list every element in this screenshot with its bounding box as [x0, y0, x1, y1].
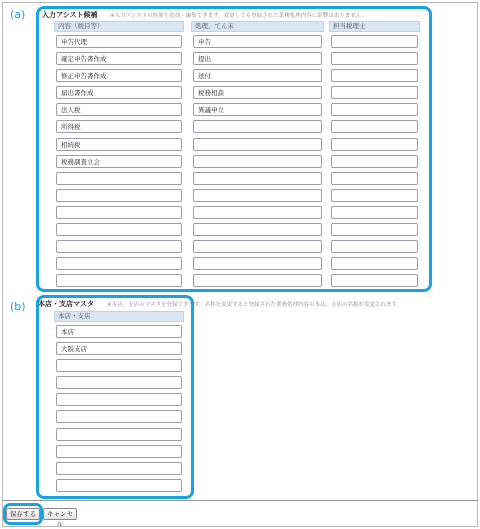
text-field[interactable]	[56, 189, 182, 202]
text-field[interactable]	[56, 257, 182, 270]
text-field[interactable]	[56, 155, 182, 168]
callout-marker-b: (b)	[10, 300, 26, 313]
text-field[interactable]	[56, 428, 182, 441]
text-field[interactable]	[331, 69, 418, 82]
text-field[interactable]	[331, 223, 418, 236]
branch-section-note: ※本店、支店のマスタを登録できます。名称を変更すると登録された業務処理内容の本店、支店の名称が変更されます。	[107, 302, 403, 308]
text-field[interactable]	[331, 86, 418, 99]
column-header: 本店・支店	[54, 311, 184, 322]
text-field[interactable]	[193, 138, 322, 151]
save-button[interactable]: 保存する	[6, 508, 40, 520]
text-field[interactable]	[56, 223, 182, 236]
text-field[interactable]	[193, 172, 322, 185]
text-field[interactable]	[193, 35, 322, 48]
text-field[interactable]	[56, 86, 182, 99]
branch-section-title: 本店・支店マスタ	[38, 300, 94, 308]
cell-list	[54, 322, 184, 492]
cell-list	[329, 32, 420, 287]
text-field[interactable]	[331, 155, 418, 168]
text-field[interactable]	[331, 206, 418, 219]
cell-list	[54, 32, 184, 287]
text-field[interactable]	[331, 138, 418, 151]
text-field[interactable]	[193, 155, 322, 168]
column-header: 担当税理士	[329, 21, 420, 32]
text-field[interactable]	[193, 240, 322, 253]
text-field[interactable]	[331, 120, 418, 133]
text-field[interactable]	[56, 120, 182, 133]
text-field[interactable]	[56, 462, 182, 475]
text-field[interactable]	[331, 189, 418, 202]
branch-column	[54, 311, 184, 496]
footer-divider	[2, 500, 478, 501]
text-field[interactable]	[331, 257, 418, 270]
text-field[interactable]	[56, 172, 182, 185]
text-field[interactable]	[56, 342, 182, 355]
text-field[interactable]	[56, 69, 182, 82]
cancel-button[interactable]: キャンセル	[43, 508, 77, 520]
text-field[interactable]	[56, 359, 182, 372]
assist-section-title: 入力アシスト候補	[42, 11, 98, 19]
text-field[interactable]	[193, 52, 322, 65]
text-field[interactable]	[56, 376, 182, 389]
text-field[interactable]	[56, 393, 182, 406]
text-field[interactable]	[56, 52, 182, 65]
text-field[interactable]	[331, 103, 418, 116]
cell-list	[191, 32, 324, 287]
callout-marker-a: (a)	[10, 8, 26, 21]
text-field[interactable]	[56, 35, 182, 48]
assist-column-content	[54, 21, 184, 291]
text-field[interactable]	[56, 479, 182, 492]
text-field[interactable]	[193, 86, 322, 99]
text-field[interactable]	[56, 138, 182, 151]
text-field[interactable]	[56, 274, 182, 287]
column-header: 内容（税目等）	[54, 21, 184, 32]
text-field[interactable]	[331, 274, 418, 287]
assist-column-tax-accountant	[329, 21, 420, 291]
text-field[interactable]	[56, 410, 182, 423]
text-field[interactable]	[193, 257, 322, 270]
column-header: 処理、てん末	[191, 21, 324, 32]
assist-section-note: ※入力アシストの候補を追加・編集できます。変更しても登録された業務処理内容に影響はありません。	[110, 13, 368, 19]
text-field[interactable]	[331, 35, 418, 48]
text-field[interactable]	[193, 274, 322, 287]
text-field[interactable]	[331, 240, 418, 253]
text-field[interactable]	[56, 206, 182, 219]
text-field[interactable]	[193, 189, 322, 202]
text-field[interactable]	[331, 52, 418, 65]
text-field[interactable]	[193, 103, 322, 116]
text-field[interactable]	[193, 206, 322, 219]
text-field[interactable]	[331, 172, 418, 185]
assist-column-process	[191, 21, 324, 291]
text-field[interactable]	[56, 445, 182, 458]
text-field[interactable]	[56, 325, 182, 338]
text-field[interactable]	[56, 103, 182, 116]
text-field[interactable]	[193, 69, 322, 82]
text-field[interactable]	[193, 120, 322, 133]
text-field[interactable]	[193, 223, 322, 236]
text-field[interactable]	[56, 240, 182, 253]
